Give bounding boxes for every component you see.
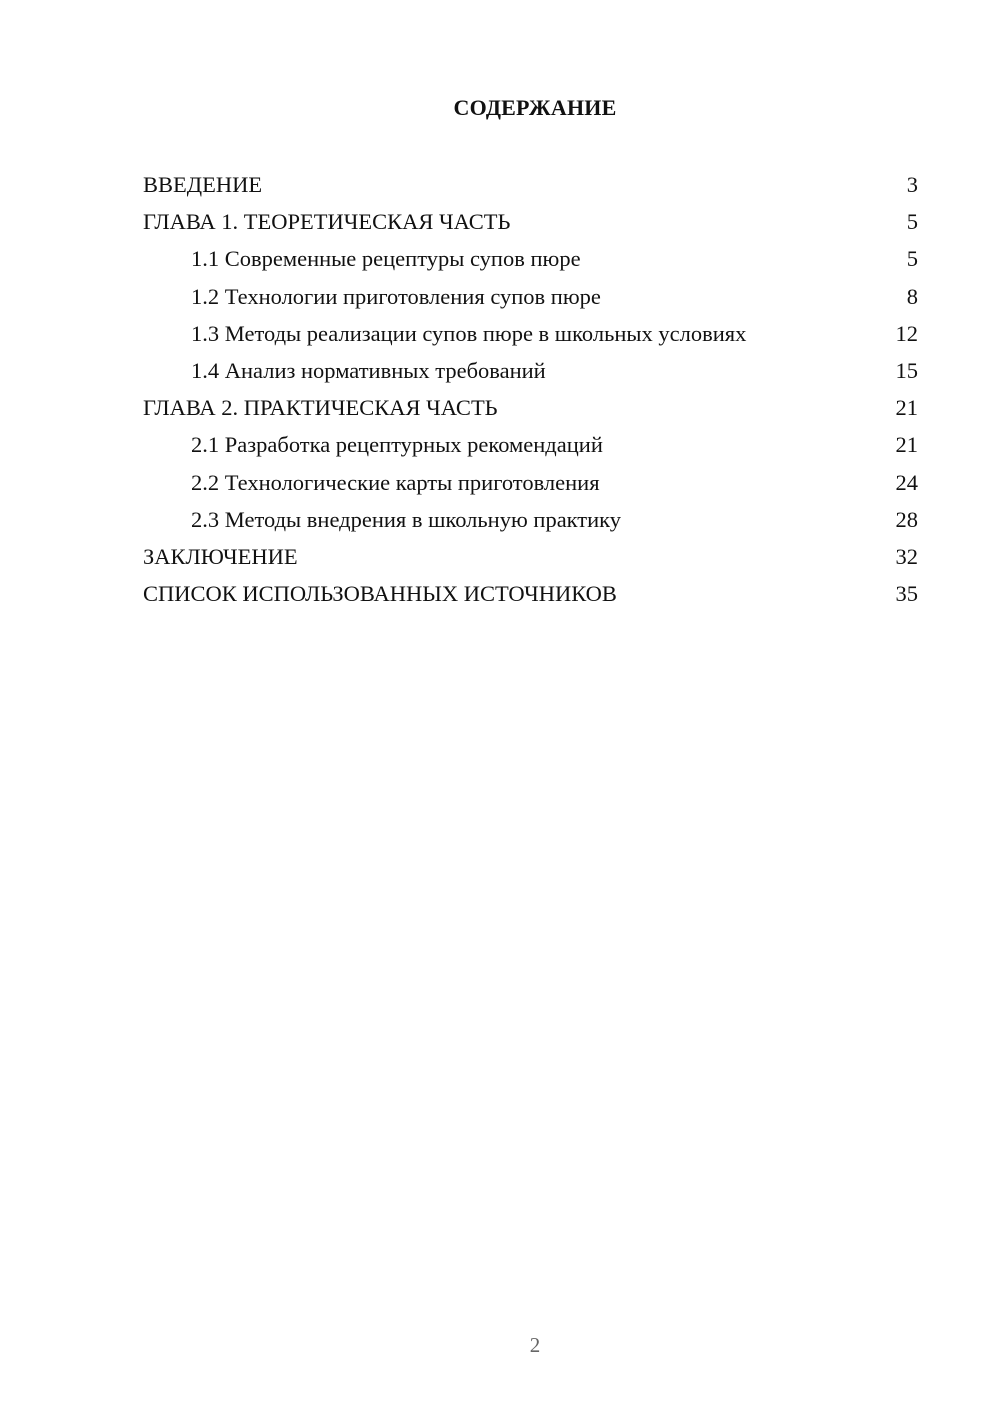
toc-entry-page: 5: [906, 246, 918, 272]
toc-entry-page: 21: [895, 432, 918, 458]
toc-entry-page: 12: [895, 320, 918, 346]
toc-entry-section-1-4[interactable]: [143, 352, 918, 389]
toc-entry-label: 1.1 Современные рецептуры супов пюре: [191, 246, 581, 272]
toc-entry-section-1-1[interactable]: [143, 240, 918, 277]
toc-entry-label: 2.1 Разработка рецептурных рекомендаций: [191, 432, 603, 458]
toc-entry-chapter-1[interactable]: [143, 203, 918, 240]
toc-entry-page: 21: [895, 395, 918, 421]
toc-entry-label: СПИСОК ИСПОЛЬЗОВАННЫХ ИСТОЧНИКОВ: [143, 581, 617, 607]
toc-entry-page: 32: [895, 543, 918, 569]
toc-entry-label: 1.3 Методы реализации супов пюре в школьных условиях: [191, 320, 747, 346]
toc-entry-page: 3: [906, 172, 918, 197]
toc-entry-page: 15: [895, 357, 918, 383]
toc-entry-label: 2.3 Методы внедрения в школьную практику: [191, 506, 622, 532]
toc-entry-conclusion[interactable]: [143, 538, 918, 575]
toc-entry-label: 1.4 Анализ нормативных требований: [191, 357, 546, 383]
toc-entry-introduction[interactable]: [143, 166, 918, 203]
toc-entry-page: 5: [906, 209, 918, 235]
toc-entry-chapter-2[interactable]: [143, 389, 918, 426]
toc-entry-label: 2.2 Технологические карты приготовления: [191, 469, 600, 495]
toc-entry-page: 35: [895, 581, 918, 607]
table-of-contents: [143, 166, 918, 612]
toc-entry-label: ВВЕДЕНИЕ: [143, 172, 263, 197]
toc-entry-section-1-3[interactable]: [143, 315, 918, 352]
toc-entry-references[interactable]: [143, 575, 918, 612]
toc-entry-page: 28: [895, 506, 918, 532]
toc-entry-section-2-2[interactable]: [143, 464, 918, 501]
toc-entry-label: ГЛАВА 2. ПРАКТИЧЕСКАЯ ЧАСТЬ: [143, 395, 498, 421]
toc-entry-section-2-1[interactable]: [143, 426, 918, 463]
toc-entry-label: ГЛАВА 1. ТЕОРЕТИЧЕСКАЯ ЧАСТЬ: [143, 209, 511, 235]
toc-entry-page: 8: [906, 283, 918, 309]
toc-entry-page: 24: [895, 469, 918, 495]
toc-entry-section-1-2[interactable]: [143, 278, 918, 315]
page-number: 2: [529, 1333, 541, 1357]
toc-entry-label: 1.2 Технологии приготовления супов пюре: [191, 283, 601, 309]
page-title: СОДЕРЖАНИЕ: [453, 95, 617, 120]
toc-entry-section-2-3[interactable]: [143, 501, 918, 538]
toc-entry-label: ЗАКЛЮЧЕНИЕ: [143, 543, 298, 569]
